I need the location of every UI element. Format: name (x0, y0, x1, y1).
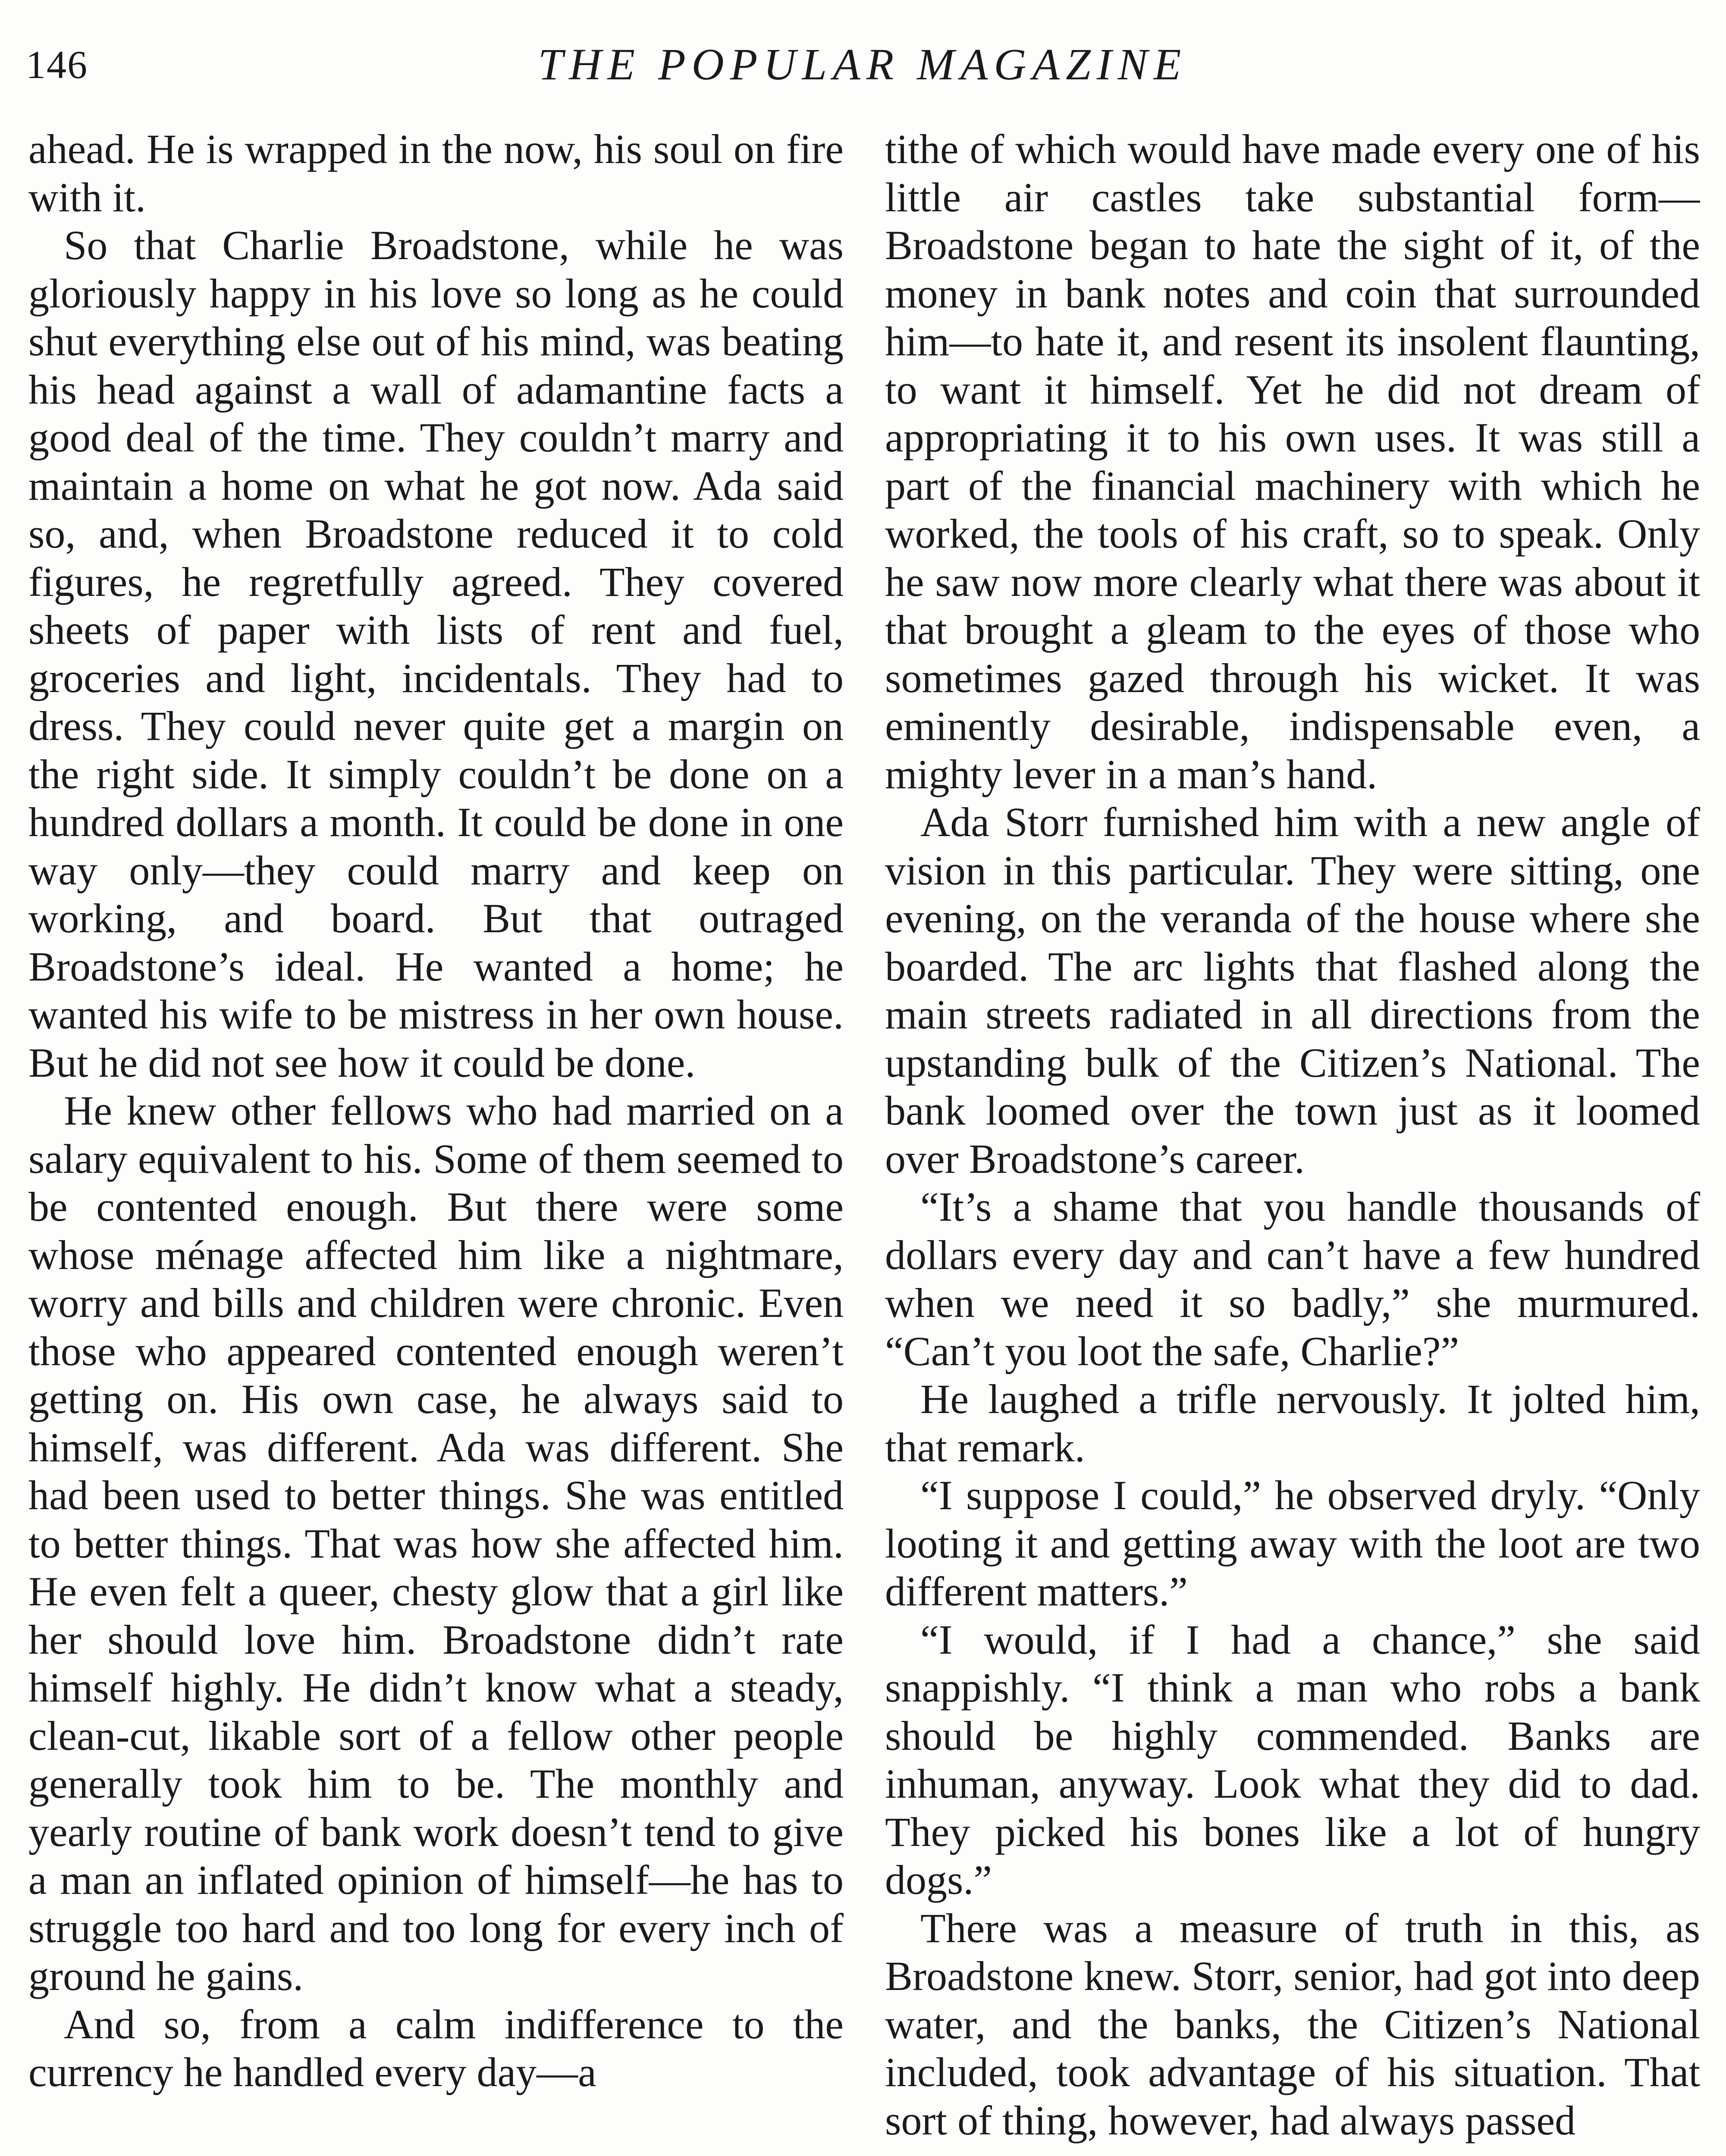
paragraph: “It’s a shame that you handle thousands of dollars every day and can’t have a few hundred when we need it so badly,” she murmured. “Can’t you loot the safe, Charlie?” (885, 1184, 1700, 1374)
paragraph: ahead. He is wrapped in the now, his soul on fire with it. (28, 126, 844, 220)
magazine-title: THE POPULAR MAGAZINE (538, 40, 1187, 89)
paragraph: And so, from a calm indifference to the currency he handled every day—a (28, 2001, 844, 2095)
page-number: 146 (26, 43, 88, 87)
page-header (26, 34, 1699, 95)
paragraph: So that Charlie Broadstone, while he was gloriously happy in his love so long as he could shut everything else out of his mind, was beating his head against a wall of adamantine facts a good deal of the time. They couldn’t marry and maintain a home on what he got now. Ada said so, and, when Broadstone reduced it to cold figures, he regretfully agreed. They covered sheets of paper with lists of rent and fuel, groceries and light, incidentals. They had to dress. They could never quite get a margin on the right side. It simply couldn’t be done on a hundred dollars a month. It could be done in one way only—they could marry and keep on working, and board. But that outraged Broadstone’s ideal. He wanted a home; he wanted his wife to be mistress in her own house. But he did not see how it could be done. (28, 222, 844, 1086)
paragraph: “I suppose I could,” he observed dryly. “Only looting it and getting away with the loot are two different matters.” (885, 1472, 1700, 1614)
paragraph: “I would, if I had a chance,” she said snappishly. “I think a man who robs a bank should be highly commended. Banks are inhuman, anyway. Look what they did to dad. They picked his bones like a lot of hungry dogs.” (885, 1616, 1700, 1903)
paragraph: He knew other fellows who had married on a salary equivalent to his. Some of them seemed to be contented enough. But there were some whose ménage affected him like a nightmare, worry and bills and children were chronic. Even those who appeared contented enough weren’t getting on. His own case, he always said to himself, was different. Ada was different. She had been used to better things. She was entitled to better things. That was how she affected him. He even felt a queer, chesty glow that a girl like her should love him. Broadstone didn’t rate himself highly. He didn’t know what a steady, clean-cut, likable sort of a fellow other people generally took him to be. The monthly and yearly routine of bank work doesn’t tend to give a man an inflated opinion of himself—he has to struggle too hard and too long for every inch of ground he gains. (28, 1087, 844, 1999)
right-column (885, 125, 1700, 2156)
paragraph: tithe of which would have made every one of his little air castles take substantial form—Broadstone began to hate the sight of it, of the money in bank notes and coin that surrounded him—to hate it, and resent its insolent flaunting, to want it himself. Yet he did not dream of appropriating it to his own uses. It was still a part of the financial machinery with which he worked, the tools of his craft, so to speak. Only he saw now more clearly what there was about it that brought a gleam to the eyes of those who sometimes gazed through his wicket. It was eminently desirable, indispensable even, a mighty lever in a man’s hand. (885, 126, 1700, 797)
paragraph: Ada Storr furnished him with a new angle of vision in this particular. They were sitting, one evening, on the veranda of the house where she boarded. The arc lights that flashed along the main streets radiated in all directions from the upstanding bulk of the Citizen’s National. The bank loomed over the town just as it loomed over Broadstone’s career. (885, 799, 1700, 1182)
left-column (28, 125, 844, 2156)
paragraph: There was a measure of truth in this, as Broadstone knew. Storr, senior, had got into deep water, and the banks, the Citizen’s National included, took advantage of his situation. That sort of thing, however, had always passed (885, 1905, 1700, 2143)
paragraph: He laughed a trifle nervously. It jolted him, that remark. (885, 1376, 1700, 1470)
